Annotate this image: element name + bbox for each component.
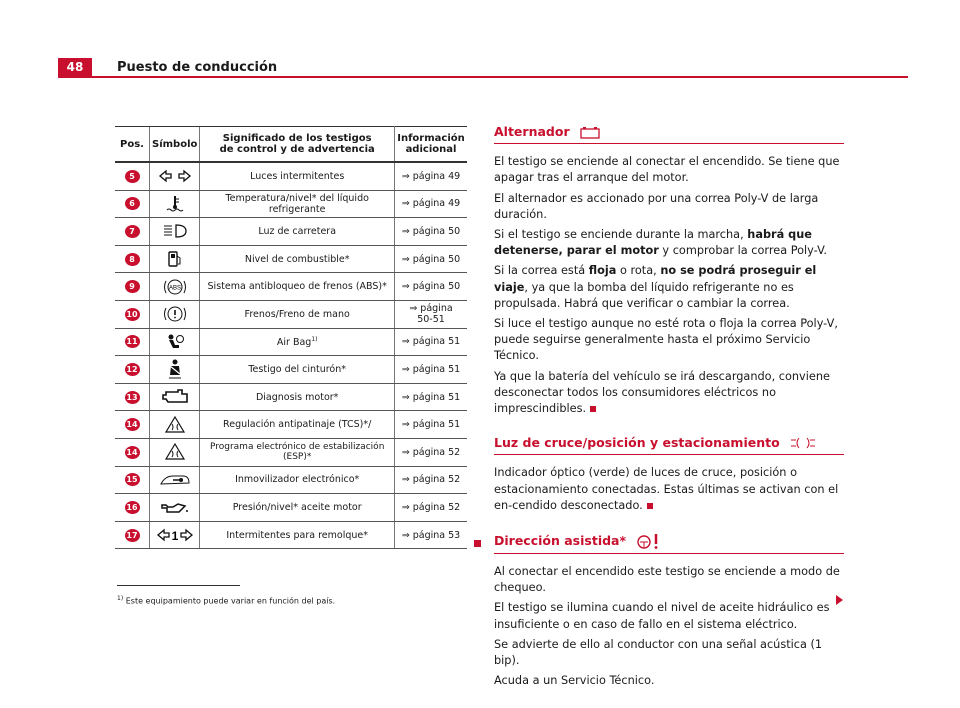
table-row bbox=[115, 438, 467, 466]
airbag-icon bbox=[165, 336, 185, 347]
position-badge: 5 bbox=[125, 170, 140, 183]
table-row bbox=[115, 466, 467, 494]
row-page-ref: ⇒ página 53 bbox=[395, 521, 468, 549]
cruce-p1-text: Indicador óptico (verde) de luces de cruce, posición o estacionamiento conectadas. Estas últimas se activan con el en-cendido desconectado. bbox=[494, 466, 839, 512]
row-description: Inmovilizador electrónico* bbox=[200, 466, 395, 494]
alternador-paragraph-2: El alternador es accionado por una correa Poly-V de larga duración. bbox=[494, 191, 819, 221]
brake-warning-icon bbox=[162, 309, 188, 320]
continue-arrow-icon bbox=[836, 595, 843, 605]
row-page-ref: ⇒ página 50 bbox=[395, 245, 468, 273]
row-page-ref-line1: ⇒ página bbox=[409, 303, 453, 315]
position-badge: 14 bbox=[126, 447, 138, 457]
alternador-heading bbox=[494, 124, 844, 144]
row-description: Luz de carretera bbox=[200, 218, 395, 246]
row-description-text: Air Bag bbox=[276, 336, 312, 348]
row-description: Testigo del cinturón* bbox=[200, 356, 395, 384]
power-steering-warning-icon bbox=[636, 532, 662, 550]
row-page-ref: ⇒ página 51 bbox=[395, 328, 468, 356]
position-badge: 12 bbox=[126, 364, 138, 374]
warning-lights-table bbox=[115, 126, 467, 549]
table-row bbox=[115, 411, 467, 439]
alternador-paragraph-4 bbox=[494, 263, 844, 312]
footnote-rule bbox=[117, 585, 240, 586]
position-badge: 7 bbox=[125, 225, 140, 238]
position-badge: 17 bbox=[126, 530, 138, 540]
svg-text:ABS: ABS bbox=[168, 285, 181, 292]
position-badge: 8 bbox=[125, 253, 140, 266]
row-page-ref: ⇒ página 50 bbox=[395, 273, 468, 301]
alternador-p4-bold2: no se podrá proseguir el viaje bbox=[494, 264, 817, 294]
direccion-paragraph-4: Acuda a un Servicio Técnico. bbox=[494, 674, 655, 688]
row-page-ref: ⇒ página 51 bbox=[395, 411, 468, 439]
section-end-marker bbox=[647, 503, 653, 509]
seatbelt-icon bbox=[166, 364, 184, 375]
footnote-marker: 1) bbox=[311, 335, 318, 343]
row-description: Sistema antibloqueo de frenos (ABS)* bbox=[200, 273, 395, 301]
row-description: Luces intermitentes bbox=[200, 162, 395, 190]
row-description: Temperatura/nivel* del líquido refrigerante bbox=[200, 190, 395, 218]
col-symbol-header: Símbolo bbox=[150, 127, 200, 163]
position-badge: 11 bbox=[126, 337, 138, 347]
footnote-mark: 1) bbox=[117, 595, 124, 602]
position-badge: 16 bbox=[126, 502, 138, 512]
position-badge: 15 bbox=[126, 475, 138, 485]
col-meaning-line2: de control y de advertencia bbox=[219, 144, 375, 155]
immobilizer-key-icon bbox=[159, 474, 191, 485]
turn-signal-arrows-icon bbox=[158, 171, 192, 182]
table-row bbox=[115, 218, 467, 246]
alternador-p3-a: Si el testigo se enciende durante la marcha, bbox=[494, 228, 748, 242]
table-row bbox=[115, 300, 467, 328]
col-meaning-line1: Significado de los testigos bbox=[222, 133, 372, 144]
col-pos-header: Pos. bbox=[115, 127, 150, 163]
alternador-p4-a: Si la correa está bbox=[494, 264, 589, 278]
row-page-ref: ⇒ página 52 bbox=[395, 438, 468, 466]
direccion-heading bbox=[494, 532, 844, 554]
alternador-paragraph-3 bbox=[494, 227, 844, 259]
oil-can-icon bbox=[159, 502, 191, 513]
alternador-p4-e: , ya que la bomba del líquido refrigerante no es propulsada. Habrá que verificar o cambiar la correa. bbox=[494, 280, 794, 310]
table-row bbox=[115, 521, 467, 549]
cruce-title: Luz de cruce/posición y estacionamiento bbox=[494, 435, 780, 451]
row-description bbox=[200, 328, 395, 356]
parking-lights-icon bbox=[790, 437, 816, 449]
abs-icon bbox=[162, 281, 188, 292]
row-page-ref bbox=[395, 300, 468, 328]
col-meaning-header bbox=[200, 127, 395, 163]
direccion-title: Dirección asistida* bbox=[494, 532, 627, 548]
alternador-title: Alternador bbox=[494, 124, 570, 139]
traction-control-icon bbox=[164, 419, 186, 430]
row-description: Diagnosis motor* bbox=[200, 383, 395, 411]
cruce-heading bbox=[494, 435, 844, 455]
position-badge: 6 bbox=[125, 197, 140, 210]
alternador-p3-bold: habrá que detenerse, parar el motor bbox=[494, 228, 812, 258]
row-page-ref-line2: 50-51 bbox=[417, 314, 445, 326]
row-page-ref: ⇒ página 51 bbox=[395, 383, 468, 411]
cruce-paragraph-1 bbox=[494, 465, 844, 514]
alternador-paragraph-1: El testigo se enciende al conectar el encendido. Se tiene que apagar tras el arranque del motor. bbox=[494, 155, 840, 185]
position-badge: 13 bbox=[126, 392, 138, 402]
row-page-ref: ⇒ página 52 bbox=[395, 466, 468, 494]
alternador-p3-c: y comprobar la correa Poly-V. bbox=[658, 244, 827, 258]
position-badge: 9 bbox=[125, 280, 140, 293]
row-page-ref: ⇒ página 51 bbox=[395, 356, 468, 384]
row-page-ref: ⇒ página 49 bbox=[395, 162, 468, 190]
engine-check-icon bbox=[160, 392, 190, 403]
col-info-line2: adicional bbox=[405, 144, 457, 155]
table-row bbox=[115, 383, 467, 411]
table-row bbox=[115, 245, 467, 273]
battery-icon bbox=[580, 126, 600, 139]
trailer-turn-signal-icon bbox=[156, 530, 194, 541]
row-description: Regulación antipatinaje (TCS)*/ bbox=[200, 411, 395, 439]
row-description: Frenos/Freno de mano bbox=[200, 300, 395, 328]
footnote-text: Este equipamiento puede variar en función del país. bbox=[125, 596, 336, 606]
alternador-paragraph-6 bbox=[494, 369, 844, 418]
table-row bbox=[115, 356, 467, 384]
footnote bbox=[117, 595, 335, 606]
high-beam-icon bbox=[163, 226, 187, 237]
col-info-line1: Información bbox=[397, 133, 465, 144]
table-row bbox=[115, 162, 467, 190]
header-rule bbox=[58, 76, 908, 78]
row-page-ref: ⇒ página 50 bbox=[395, 218, 468, 246]
table-row bbox=[115, 328, 467, 356]
row-description: Intermitentes para remolque* bbox=[200, 521, 395, 549]
row-description: Programa electrónico de estabilización (ESP)* bbox=[200, 438, 395, 466]
alternador-p6-text: Ya que la batería del vehículo se irá descargando, conviene desconectar todos los consumidores eléctricos no imprescindibles. bbox=[494, 369, 830, 416]
table-row bbox=[115, 494, 467, 522]
table-end-marker bbox=[474, 540, 481, 547]
coolant-temperature-icon bbox=[165, 198, 185, 209]
alternador-paragraph-5: Si luce el testigo aunque no esté rota o floja la correa Poly-V, puede seguirse generalmente hasta el próximo Servicio Técnico. bbox=[494, 317, 838, 363]
direccion-paragraph-3: Se advierte de ello al conductor con una señal acústica (1 bip). bbox=[494, 637, 823, 668]
fuel-pump-icon bbox=[167, 254, 183, 265]
table-row bbox=[115, 190, 467, 218]
row-description: Nivel de combustible* bbox=[200, 245, 395, 273]
col-info-header bbox=[395, 127, 468, 163]
page-number: 48 bbox=[58, 58, 92, 77]
row-description: Presión/nivel* aceite motor bbox=[200, 494, 395, 522]
esp-icon bbox=[164, 447, 186, 458]
position-badge: 10 bbox=[126, 309, 138, 319]
alternador-p4-c: o rota, bbox=[616, 264, 661, 278]
right-column bbox=[494, 124, 844, 693]
section-title: Puesto de conducción bbox=[117, 60, 278, 75]
row-page-ref: ⇒ página 52 bbox=[395, 494, 468, 522]
table-header-row bbox=[115, 127, 467, 163]
alternador-p4-bold1: floja bbox=[588, 264, 617, 278]
row-page-ref: ⇒ página 49 bbox=[395, 190, 468, 218]
direccion-paragraph-2: El testigo se ilumina cuando el nivel de aceite hidráulico es insuficiente o en caso de fallo en el sistema eléctrico. bbox=[494, 601, 830, 631]
position-badge: 14 bbox=[126, 420, 138, 430]
direccion-paragraph-1: Al conectar el encendido este testigo se enciende a modo de chequeo. bbox=[494, 565, 840, 595]
svg-text:1: 1 bbox=[171, 529, 179, 543]
table-row bbox=[115, 273, 467, 301]
section-end-marker bbox=[590, 406, 596, 412]
